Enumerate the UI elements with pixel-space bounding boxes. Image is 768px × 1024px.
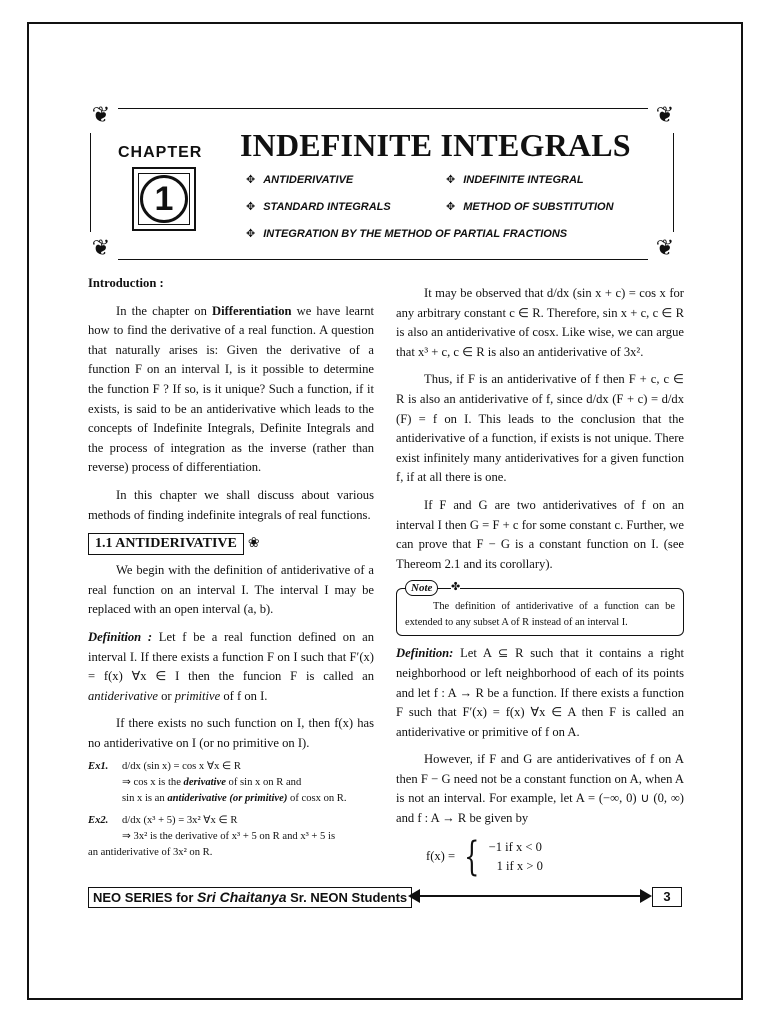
decorative-emblem-icon: ✤ xyxy=(451,580,461,594)
floral-ornament-icon: ❦ xyxy=(84,232,118,266)
right-column xyxy=(396,284,684,880)
topic-item: ✥ STANDARD INTEGRALS xyxy=(246,200,391,213)
chapter-title: INDEFINITE INTEGRALS xyxy=(240,127,631,163)
chapter-number: 1 xyxy=(140,175,188,223)
four-point-star-icon: ✥ xyxy=(446,200,456,213)
intro-paragraph: In the chapter on Differentiation we have learnt how to find the derivative of a real function. A question that naturally arises is: Given the derivative of a function F on an interval I, is it possible to determine the function F ? If so, is it unique? Such a function, if it exists, is said to be an antiderivative which leads to the concepts of Indefinite Integrals, Definite Integrals and the process of integration as the inverse (rather than reverse) process of differentiation. xyxy=(88,303,374,475)
floral-ornament-icon: ❦ xyxy=(648,99,682,133)
definition-2-paragraph: Definition: Let A ⊆ R such that it contains a right neighborhood or left neighborhood of each of its points and let f : A → R be a function. If there exists a function F such that F′(x) = f(x) ∀x ∈ A then F is called an antiderivative or primitive of f on A. xyxy=(396,646,684,739)
decorative-emblem-icon: ❀ xyxy=(247,535,260,552)
counterexample-paragraph: However, if F and G are antiderivatives of f on A then F − G need not be a constant function on A, when A is not an interval. For example, let A = (−∞, 0) ∪ (0, ∞) and f : A → R be given by xyxy=(396,752,684,826)
page-number: 3 xyxy=(652,887,682,907)
section-heading: 1.1 ANTIDERIVATIVE xyxy=(88,533,244,555)
topic-item: ✥ ANTIDERIVATIVE xyxy=(246,173,354,186)
four-point-star-icon: ✥ xyxy=(246,173,256,186)
floral-ornament-icon: ❦ xyxy=(84,99,118,133)
brand-name: Sri Chaitanya xyxy=(197,889,287,905)
definition-paragraph: Definition : Let f be a real function defined on an interval I. If there exists a function F on I such that F′(x) = f(x) ∀x ∈ I then the funcion F is called an antiderivative or primitive of f on I. xyxy=(88,629,374,703)
four-point-star-icon: ✥ xyxy=(446,173,456,186)
introduction-heading: Introduction : xyxy=(88,276,164,290)
chapter-number-badge xyxy=(132,167,196,231)
constant-difference-paragraph: If F and G are two antiderivatives of f on an interval I then G = F + c for some constant c. Further, we can prove that F − G is a constant function on I. (see Thereom 2.1 and its corollary). xyxy=(396,497,684,571)
note-text: The definition of antiderivative of a function can be extended to any subset A of R instead of an interval I. xyxy=(405,601,675,629)
piecewise-case: 1 if x > 0 xyxy=(496,858,543,873)
note-box xyxy=(396,580,684,636)
brace-icon: { xyxy=(464,833,480,880)
section-paragraph: We begin with the definition of antiderivative of a real function on an interval I. The interval I may be replaced with an open interval (a, b). xyxy=(88,563,374,617)
topic-item: ✥ INTEGRATION BY THE METHOD OF PARTIAL FRACTIONS xyxy=(246,227,568,240)
intro-paragraph-2: In this chapter we shall discuss about various methods of finding indefinite integrals of real functions. xyxy=(88,487,374,522)
floral-ornament-icon: ❦ xyxy=(648,232,682,266)
arrow-right-icon xyxy=(640,889,652,903)
topic-item: ✥ METHOD OF SUBSTITUTION xyxy=(446,200,614,213)
topic-item: ✥ INDEFINITE INTEGRAL xyxy=(446,173,584,186)
example-1: Ex1. d/dx (sin x) = cos x ∀x ∈ R ⇒ cos x is the derivative of sin x on R and sin x is an antiderivative (or primitive) of cosx on R. xyxy=(88,761,347,805)
four-point-star-icon: ✥ xyxy=(246,227,256,240)
observation-paragraph: It may be observed that d/dx (sin x + c) = cos x for any arbitrary constant c ∈ R. Therefore, sin x + c, c ∈ R is also an antiderivative of cosx. Like wise, we can argue that x³ + c, c ∈ R is also an antiderivative of 3x². xyxy=(396,286,684,359)
example-2: Ex2. d/dx (x³ + 5) = 3x² ∀x ∈ R ⇒ 3x² is the derivative of x³ + 5 on R and x³ + 5 is an antiderivative of 3x² on R. xyxy=(88,815,336,859)
no-antiderivative-paragraph: If there exists no such function on I, then f(x) has no antiderivative on I (or no primitive on I). xyxy=(88,716,374,750)
piecewise-case: −1 if x < 0 xyxy=(488,839,542,854)
footer-series-title: NEO SERIES for Sri Chaitanya Sr. NEON Students xyxy=(88,887,412,908)
left-column xyxy=(88,274,374,861)
note-label: Note xyxy=(405,580,438,596)
piecewise-function xyxy=(396,833,684,880)
piecewise-lhs: f(x) = xyxy=(426,848,456,863)
uniqueness-paragraph: Thus, if F is an antiderivative of f then F + c, c ∈ R is also an antiderivative of f, since d/dx (F + c) = d/dx (F) = f on I. This leads to the conclusion that the antiderivative of a function, if exists is not unique. There exist infinitely many antiderivatives for a given function f, if at all there is one. xyxy=(396,372,684,485)
four-point-star-icon: ✥ xyxy=(246,200,256,213)
footer-rule xyxy=(418,895,644,897)
chapter-label: CHAPTER xyxy=(118,144,203,161)
